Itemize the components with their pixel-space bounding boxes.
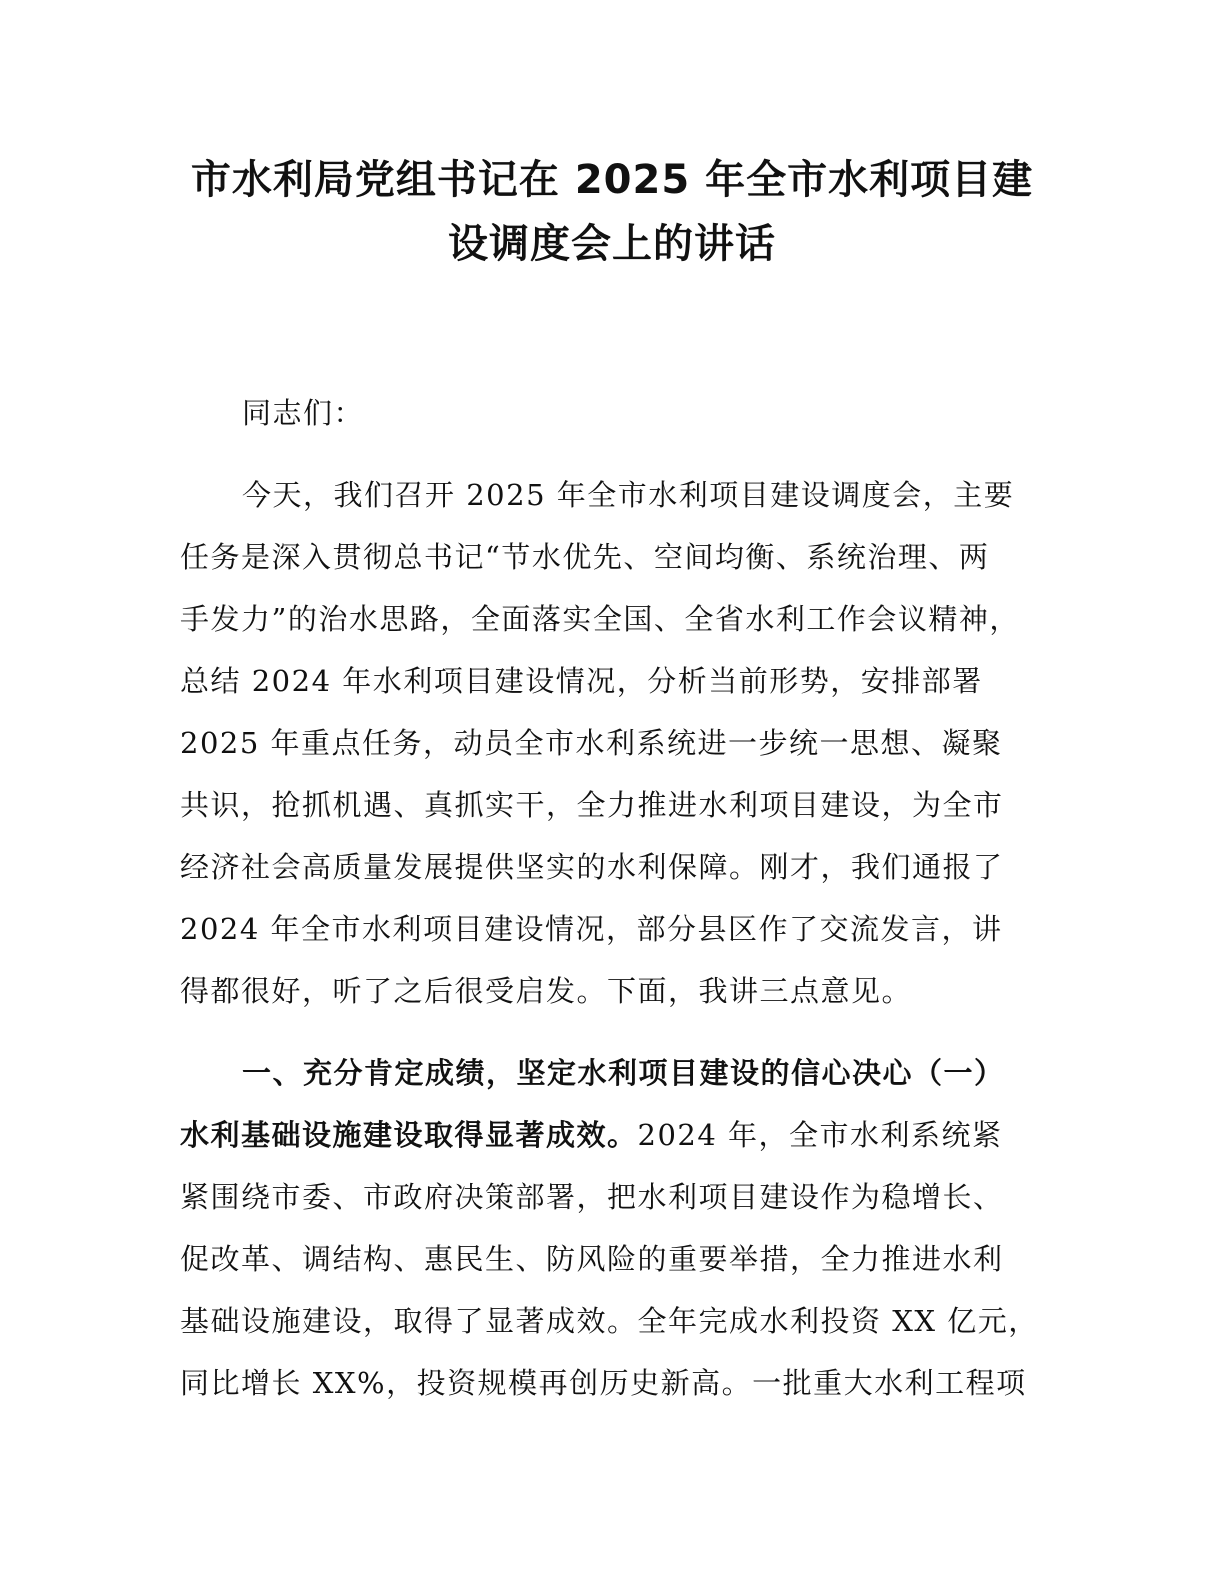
paragraph-line: 手发力”的治水思路，全面落实全国、全省水利工作会议精神， <box>180 602 1020 636</box>
paragraph-line: 促改革、调结构、惠民生、防风险的重要举措，全力推进水利 <box>180 1242 1004 1276</box>
section-1 <box>180 1042 1050 1414</box>
paragraph-line: 2025 年重点任务，动员全市水利系统进一步统一思想、凝聚 <box>180 726 1003 760</box>
document-body <box>180 382 1050 1414</box>
paragraph-line: 得都很好，听了之后很受启发。下面，我讲三点意见。 <box>180 974 913 1008</box>
paragraph-line: 基础设施建设，取得了显著成效。全年完成水利投资 XX 亿元， <box>180 1304 1039 1338</box>
section-subheading: 水利基础设施建设取得显著成效。 <box>180 1118 638 1152</box>
section-heading: 一、充分肯定成绩，坚定水利项目建设的信心决心（一） <box>242 1056 1005 1090</box>
paragraph-gap <box>180 1022 1050 1042</box>
title-line-2: 设调度会上的讲话 <box>448 221 776 267</box>
paragraph-intro <box>180 464 1050 1022</box>
paragraph-line: 紧围绕市委、市政府决策部署，把水利项目建设作为稳增长、 <box>180 1180 1004 1214</box>
salutation: 同志们： <box>242 396 365 430</box>
section-first-line <box>180 1104 1050 1166</box>
paragraph-line: 经济社会高质量发展提供坚实的水利保障。刚才，我们通报了 <box>180 850 1004 884</box>
paragraph-line: 2024 年全市水利项目建设情况，部分县区作了交流发言，讲 <box>180 912 1003 946</box>
paragraph-line: 总结 2024 年水利项目建设情况，分析当前形势，安排部署 <box>180 664 983 698</box>
paragraph-line: 今天，我们召开 2025 年全市水利项目建设调度会，主要 <box>242 478 1015 512</box>
paragraph-gap <box>180 444 1050 464</box>
paragraph-line: 任务是深入贯彻总书记“节水优先、空间均衡、系统治理、两 <box>180 540 990 574</box>
document-title <box>150 148 1074 276</box>
title-line-1: 市水利局党组书记在 2025 年全市水利项目建 <box>190 157 1034 203</box>
paragraph-line: 同比增长 XX%，投资规模再创历史新高。一批重大水利工程项 <box>180 1366 1027 1400</box>
paragraph-line: 共识，抢抓机遇、真抓实干，全力推进水利项目建设，为全市 <box>180 788 1004 822</box>
section-first-line-rest: 2024 年，全市水利系统紧 <box>637 1118 1003 1152</box>
